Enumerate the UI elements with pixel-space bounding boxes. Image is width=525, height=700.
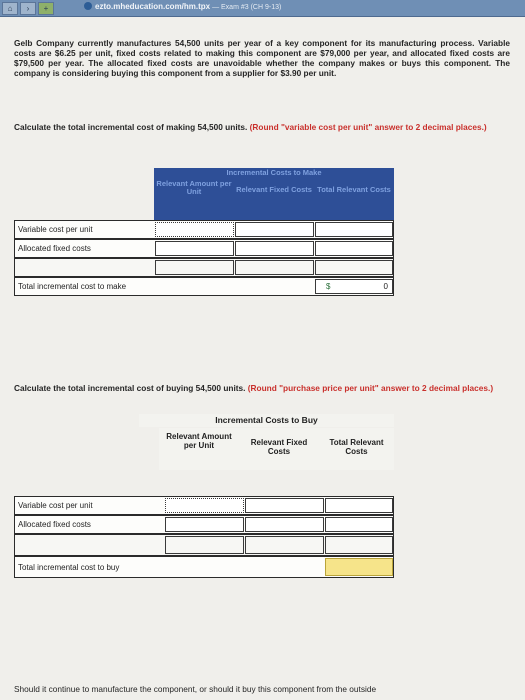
buy-blank-cell — [165, 536, 244, 554]
make-question: Calculate the total incremental cost of making 54,500 units. (Round "variable cost per unit" answer to 2 decimal places.) — [14, 122, 487, 132]
buy-allocated-fixed-input[interactable] — [245, 517, 324, 532]
buy-variable-amount-input[interactable] — [165, 498, 244, 513]
footer-question: Should it continue to manufacture the component, or should it buy this component from the outside — [14, 684, 377, 694]
make-table-title: Incremental Costs to Make — [154, 168, 394, 177]
address-bar[interactable]: ezto.mheducation.com/hm.tpx — Exam #3 (CH 9-13) — [84, 2, 281, 11]
make-row-allocated-label: Allocated fixed costs — [18, 244, 91, 253]
buy-variable-total-input[interactable] — [325, 498, 393, 513]
add-tab-icon[interactable]: + — [38, 2, 54, 15]
buy-table-title: Incremental Costs to Buy — [139, 414, 394, 427]
make-total-currency: $ — [326, 282, 331, 291]
buy-row-total — [14, 556, 394, 578]
buy-table — [14, 414, 394, 584]
make-allocated-amount-input[interactable] — [155, 241, 234, 256]
make-row-variable-label: Variable cost per unit — [18, 225, 93, 234]
buy-col-fixed-costs: Relevant Fixed Costs — [239, 428, 319, 470]
browser-toolbar — [0, 0, 525, 17]
make-row-allocated — [14, 239, 394, 258]
page-content — [0, 17, 525, 700]
forward-icon[interactable]: › — [20, 2, 36, 15]
buy-rounding-note: (Round "purchase price per unit" answer to 2 decimal places.) — [247, 383, 494, 393]
make-allocated-fixed-input[interactable] — [235, 241, 314, 256]
make-total-output — [315, 279, 393, 294]
buy-row-variable-label: Variable cost per unit — [18, 501, 93, 510]
make-variable-amount-input[interactable] — [155, 222, 234, 237]
make-rounding-note: (Round "variable cost per unit" answer to 2 decimal places.) — [249, 122, 487, 132]
make-table — [14, 168, 394, 298]
problem-intro: Gelb Company currently manufactures 54,500 units per year of a key component for its manufacturing process. Variable costs are $6.25 per unit, fixed costs related to making this component are $79,000 per year, and allocated fixed costs are $79,500 per year. The allocated fixed costs are unavoidable whether the company makes or buys this component. The company is considering buying this component from a supplier for $3.90 per unit. — [14, 38, 510, 78]
make-total-label: Total incremental cost to make — [18, 282, 127, 291]
buy-total-output — [325, 558, 393, 576]
make-total-value: 0 — [383, 282, 388, 291]
make-blank-cell — [155, 260, 234, 275]
buy-row-allocated-label: Allocated fixed costs — [18, 520, 91, 529]
buy-row-allocated — [14, 515, 394, 534]
buy-row-variable — [14, 496, 394, 515]
buy-blank-cell — [245, 536, 324, 554]
buy-allocated-total-input[interactable] — [325, 517, 393, 532]
buy-total-label: Total incremental cost to buy — [18, 563, 120, 572]
home-icon[interactable]: ⌂ — [2, 2, 18, 15]
buy-row-blank — [14, 534, 394, 556]
make-blank-cell — [235, 260, 314, 275]
make-variable-total-input[interactable] — [315, 222, 393, 237]
make-row-blank — [14, 258, 394, 277]
site-icon — [84, 2, 92, 10]
make-row-total — [14, 277, 394, 296]
make-blank-cell — [315, 260, 393, 275]
buy-col-amount-per-unit: Relevant Amount per Unit — [159, 428, 239, 470]
make-variable-fixed-input[interactable] — [235, 222, 314, 237]
buy-col-total-costs: Total Relevant Costs — [319, 428, 394, 470]
make-row-variable — [14, 220, 394, 239]
url-text: ezto.mheducation.com/hm.tpx — [95, 2, 211, 11]
buy-blank-cell — [325, 536, 393, 554]
buy-allocated-amount-input[interactable] — [165, 517, 244, 532]
make-col-total-costs: Total Relevant Costs — [314, 177, 394, 220]
make-allocated-total-input[interactable] — [315, 241, 393, 256]
make-col-fixed-costs: Relevant Fixed Costs — [234, 177, 314, 220]
buy-question: Calculate the total incremental cost of buying 54,500 units. (Round "purchase price per unit" answer to 2 decimal places.) — [14, 383, 494, 393]
make-col-amount-per-unit: Relevant Amount per Unit — [154, 177, 234, 220]
buy-variable-fixed-input[interactable] — [245, 498, 324, 513]
tab-title: Exam #3 (CH 9-13) — [221, 4, 282, 11]
